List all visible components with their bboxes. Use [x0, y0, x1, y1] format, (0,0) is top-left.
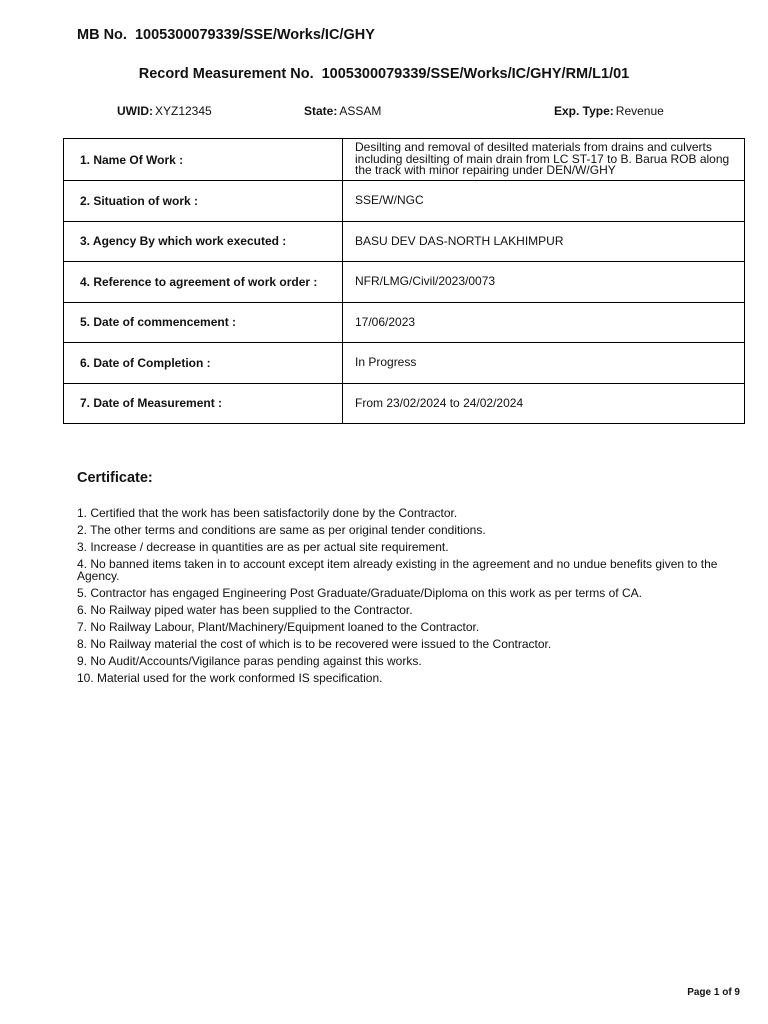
table-row: [64, 221, 745, 262]
mb-number-value: 1005300079339/SSE/Works/IC/GHY: [134, 27, 375, 43]
detail-value: Desilting and removal of desilted materials from drains and culverts including desilting of main drain from LC ST-17 to B. Barua ROB along the track with minor repairing under DEN/W/GHY: [343, 139, 745, 181]
list-item: 10. Material used for the work conformed IS specification.: [77, 671, 383, 685]
detail-value: BASU DEV DAS-NORTH LAKHIMPUR: [343, 221, 745, 262]
table-row: [64, 302, 745, 343]
uwid-value: XYZ12345: [155, 104, 212, 118]
exp-type-label: Exp. Type:: [554, 104, 614, 118]
detail-label: 3. Agency By which work executed :: [64, 221, 343, 262]
mb-number-label: MB No.: [77, 27, 127, 43]
uwid-label: UWID:: [117, 104, 153, 118]
detail-value: SSE/W/NGC: [343, 181, 745, 222]
table-row: [64, 181, 745, 222]
detail-label: 2. Situation of work :: [64, 181, 343, 222]
record-measurement-number: [0, 66, 768, 82]
state-value: ASSAM: [339, 104, 382, 118]
list-item: 9. No Audit/Accounts/Vigilance paras pending against this works.: [77, 654, 422, 668]
record-measurement-label: Record Measurement No.: [138, 66, 314, 82]
certificate-heading: Certificate:: [77, 470, 153, 486]
table-row: [64, 343, 745, 384]
list-item: 7. No Railway Labour, Plant/Machinery/Equipment loaned to the Contractor.: [77, 620, 480, 634]
page-number: Page 1 of 9: [687, 987, 740, 998]
list-item: 1. Certified that the work has been satisfactorily done by the Contractor.: [77, 506, 458, 520]
table-row: [64, 262, 745, 303]
list-item: 8. No Railway material the cost of which is to be recovered were issued to the Contractor.: [77, 637, 552, 651]
list-item: 5. Contractor has engaged Engineering Post Graduate/Graduate/Diploma on this work as per terms of CA.: [77, 586, 642, 600]
detail-label: 1. Name Of Work :: [64, 139, 343, 181]
detail-value: NFR/LMG/Civil/2023/0073: [343, 262, 745, 303]
exp-type-value: Revenue: [615, 104, 664, 118]
detail-label: 6. Date of Completion :: [64, 343, 343, 384]
certificate-list: [77, 507, 737, 689]
detail-label: 5. Date of commencement :: [64, 302, 343, 343]
detail-value: From 23/02/2024 to 24/02/2024: [343, 383, 745, 424]
detail-label: 4. Reference to agreement of work order :: [64, 262, 343, 303]
exp-type-field: [554, 104, 664, 118]
mb-number: [77, 27, 375, 43]
detail-value: 17/06/2023: [343, 302, 745, 343]
list-item: 6. No Railway piped water has been supplied to the Contractor.: [77, 603, 413, 617]
list-item: 4. No banned items taken in to account except item already existing in the agreement and no undue benefits given to the Agency.: [77, 557, 718, 583]
work-details-table: [63, 138, 745, 424]
table-row: [64, 383, 745, 424]
record-measurement-value: 1005300079339/SSE/Works/IC/GHY/RM/L1/01: [321, 66, 630, 82]
uwid-field: [117, 104, 212, 118]
detail-label: 7. Date of Measurement :: [64, 383, 343, 424]
table-row: [64, 139, 745, 181]
detail-value: In Progress: [343, 343, 745, 384]
state-label: State:: [304, 104, 338, 118]
state-field: [304, 104, 381, 118]
list-item: 3. Increase / decrease in quantities are as per actual site requirement.: [77, 540, 449, 554]
list-item: 2. The other terms and conditions are same as per original tender conditions.: [77, 523, 486, 537]
